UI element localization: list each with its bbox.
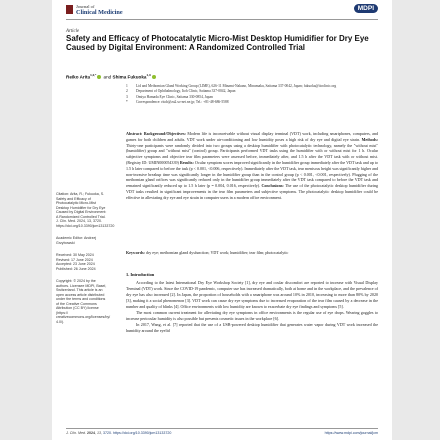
background-label: Background/Objectives: — [143, 131, 186, 136]
results-label: Results: — [179, 159, 194, 165]
affiliation-item: 2 Department of Ophthalmology, Itoh Clinic, Saitama 337-0042, Japan — [126, 89, 236, 94]
publisher-logo[interactable]: MDPI — [354, 4, 378, 13]
journal-name-line1: Journal of — [76, 4, 95, 9]
footer-citation: J. Clin. Med. 2024, 13, 3720. https://doi.org/10.3390/jcm13133720 — [66, 431, 172, 435]
doi-link[interactable]: , 3720. https://doi.org/10.3390/jcm13133720 — [100, 431, 172, 435]
footer-divider — [66, 428, 378, 429]
affiliation-item: 1 Lid and Meibomian Gland Working Group (LIME), 626-11 Minami-Nakano, Minumaku, Saitama 337-0042, Japan; fukuoka@itoclinic.org — [126, 84, 337, 88]
paragraph: According to the latest International Dry Eye Workshop Society [1], dry eye and ocular discomfort are reported to increase with Visual Display Terminal (VDT) work. Since the COVID-19 pandemic, computer use has increased dramatically, both at home and in the workplace, and the prevalence of dry eye has also increased [2]. In Japan, the proportion of households with a smartphone was around 10% in 2010, increasing to more than 80% by 2020 [3], making it a social phenomenon [3]. VDT work can cause dry eye symptoms due to increased evaporation of the tear film caused by a decrease in the number and quality of blinks [4]. Office environments with low humidity are known to exacerbate dry eye findings and symptoms [5]. — [126, 280, 378, 309]
article-type: Article — [66, 29, 80, 34]
paragraph: In 2017, Wang, et al. [7] reported that the use of a USB-powered desktop humidifier that generates water vapor during VDT work increased the humidity around the eyelid — [126, 321, 378, 333]
author-name[interactable]: Reiko Arita — [66, 74, 91, 80]
author-list — [66, 73, 157, 80]
author-affiliation-marks: 1,3 — [146, 73, 151, 77]
affiliation-item: 3 Omiya Hamada Eye Clinic, Saitama 330-0854, Japan — [126, 94, 213, 99]
abstract — [126, 131, 378, 201]
introduction-body — [126, 280, 378, 334]
paragraph: The most common current treatment for alleviating dry eye symptoms in office environments is the regular use of eye drops. Wearing goggles to increase periocular humidity is also possible but presents cosmetic issues in the workplace [6]. — [126, 309, 378, 321]
methods-label: Methods: — [361, 136, 378, 142]
author-conjunction: and — [103, 74, 112, 80]
published-date: Published: 26 June 2024 — [56, 266, 96, 271]
correspondence-item: * Correspondence: ritoh@za2.so-net.ne.jp; Tel.: +81-48-686-5588 — [126, 99, 229, 104]
journal-name-line2: Clinical Medicine — [76, 9, 123, 16]
article-page — [52, 0, 392, 440]
revised-date: Revised: 17 June 2024 — [56, 257, 93, 262]
section-heading: 1. Introduction — [126, 272, 155, 277]
conclusions-text: The use of the photocatalytic desktop humidifier during VDT tasks resulted in significant improvements in the tear film parameters and subjective symptoms. The photocatalytic desktop humidifier could be effective in alleviating dry eye and eye strain in computer users in a modern office environment. — [126, 183, 378, 200]
journal-website-link[interactable]: https://www.mdpi.com/journal/jcm — [324, 431, 378, 435]
accepted-date: Accepted: 23 June 2024 — [56, 262, 95, 266]
affiliation-list — [126, 84, 376, 105]
citation-block: Citation: Arita, R.; Fukuoka, S. Safety and Efficacy of Photocatalytic Micro-Mist Desktop Humidifier for Dry Eye Caused by Digital Environment: A Randomized Controlled Trial. J. Clin. Med. 2024, 13, 3720. https://doi.org/10.3390/jcm13133720 — [56, 192, 115, 228]
results-text: Ocular symptom scores improved significantly in the humidifier group immediately after the VDT task and up to 1.5 h later compared to before the task (p < 0.001, <0.006, respectively). Immediately after the VDT task, tear meniscus height was significantly higher and non-invasive breakup time was significantly longer in the humidifier group than in the control group (p < 0.001, <0.001, respectively). Plugging of the meibomian gland orifices was significantly reduced only in the humidifier group immediately after the VDT task compared to before the VDT task and remained significantly reduced up to 1.5 h later (p = 0.004, 0.016, respectively). — [126, 159, 379, 189]
received-date: Received: 30 May 2024 — [56, 253, 94, 257]
copyright-notice: Copyright: © 2024 by the authors. Licensee MDPI, Basel, Switzerland. This article is an open access article distributed under the terms and conditions of the Creative Commons Attribution (CC BY) license (https:// creativecommons.org/licenses/by/ 4.0/). — [56, 279, 111, 324]
keywords-text: dry eye; meibomian gland dysfunction; VDT work; humidifier; tear film; photocatalytic — [145, 250, 289, 255]
author-affiliation-marks: 1,2,* — [90, 73, 97, 77]
keywords-label: Keywords: — [126, 250, 145, 255]
orcid-icon[interactable] — [152, 75, 156, 79]
author-name[interactable]: Shima Fukuoka — [112, 74, 147, 80]
background-text: Modern life is inconceivable without visual display terminal (VDT) work, including smartphones, computers, and games for both children and adults. VDT work under air-conditioning and low humidity poses a high risk of dry eye and digital eye strain. — [126, 131, 378, 142]
journal-logo-icon — [66, 5, 73, 14]
abstract-label: Abstract: — [126, 131, 143, 136]
keywords — [126, 250, 378, 256]
orcid-icon[interactable] — [97, 75, 101, 79]
article-title: Safety and Efficacy of Photocatalytic Micro-Mist Desktop Humidifier for Dry Eye Caused by Digital Environment: A Randomized Controlled Trial — [66, 34, 369, 52]
academic-editor: Academic Editor: Andrzej Grzybowski — [56, 236, 97, 245]
conclusions-label: Conclusions: — [261, 183, 284, 189]
article-info-sidebar — [52, 80, 115, 324]
header-divider — [66, 19, 378, 20]
methods-text: Thirty-one participants were randomly divided into two groups using a desktop humidifier with photocatalytic technology, namely the "without mist" (humidifier) group and "without mist" (control) group. Participants performed VDT tasks using the humidifier with or without mist for 1 h. Ocular subjective symptoms and objective tear film parameters were assessed before, immediately after, and 1.5 h after the VDT task with or without mist. (Registry ID: UMIN000054339) — [126, 142, 378, 165]
